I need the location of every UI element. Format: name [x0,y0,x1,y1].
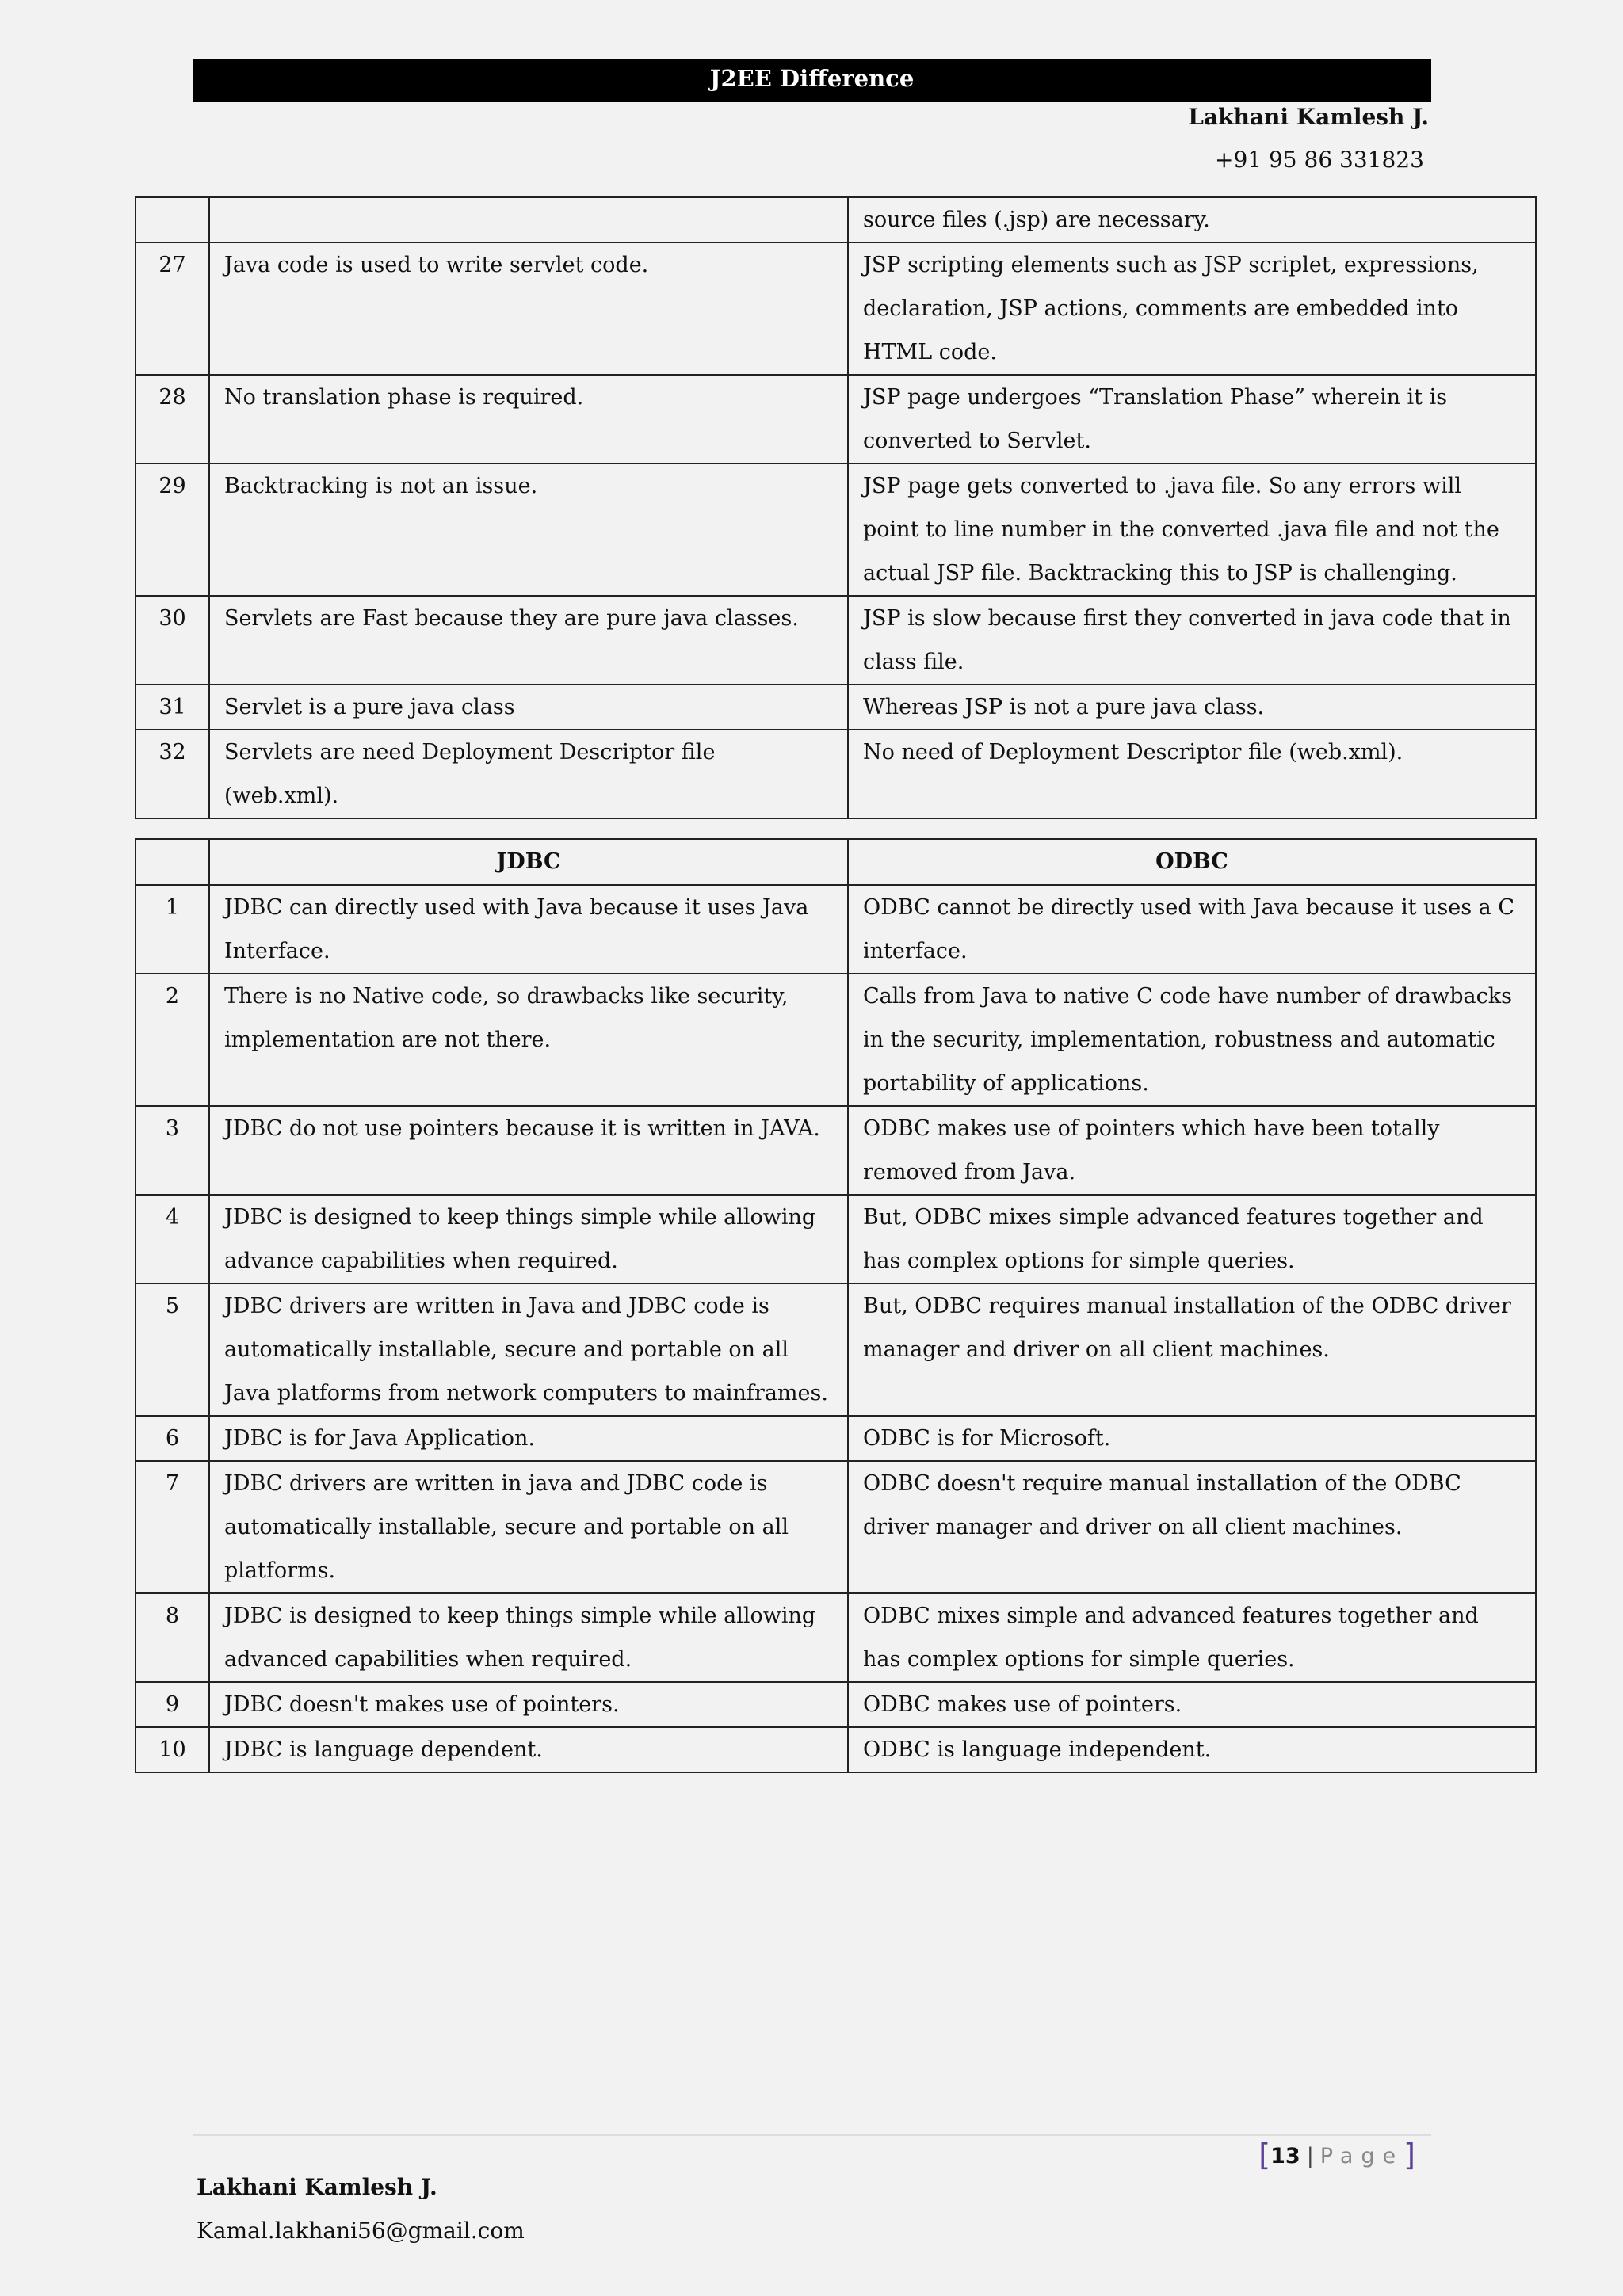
right-bracket-icon: ] [1403,2138,1415,2172]
left-cell: JDBC is for Java Application. [209,1416,848,1461]
table-row [136,1682,1536,1727]
header-cell-jdbc: JDBC [209,839,848,885]
row-number-cell: 10 [136,1727,209,1772]
table-row [136,375,1536,463]
row-number-cell: 32 [136,730,209,818]
row-number-cell: 27 [136,242,209,375]
footer-author-name: Lakhani Kamlesh J. [197,2174,437,2200]
header-cell-odbc: ODBC [848,839,1536,885]
row-number-cell: 31 [136,685,209,730]
page-number-indicator [1258,2139,1415,2172]
left-cell: Servlets are need Deployment Descriptor file (web.xml). [209,730,848,818]
left-cell: There is no Native code, so drawbacks like security, implementation are not there. [209,974,848,1106]
right-cell: JSP scripting elements such as JSP scriplet, expressions, declaration, JSP actions, comments are embedded into HTML code. [848,242,1536,375]
row-number-cell: 7 [136,1461,209,1593]
right-cell: ODBC mixes simple and advanced features together and has complex options for simple queries. [848,1593,1536,1682]
table-row [136,1416,1536,1461]
page-number: 13 [1270,2144,1300,2168]
left-cell: No translation phase is required. [209,375,848,463]
footer-email: Kamal.lakhani56@gmail.com [197,2218,525,2244]
row-number-cell: 8 [136,1593,209,1682]
table-row [136,1461,1536,1593]
left-bracket-icon: [ [1258,2138,1271,2172]
table-row [136,1106,1536,1195]
row-number-cell: 6 [136,1416,209,1461]
row-number-cell: 2 [136,974,209,1106]
left-cell: JDBC is designed to keep things simple while allowing advanced capabilities when required. [209,1593,848,1682]
left-cell: JDBC drivers are written in Java and JDBC code is automatically installable, secure and portable on all Java platforms from network computers to mainframes. [209,1283,848,1416]
left-cell: JDBC doesn't makes use of pointers. [209,1682,848,1727]
table-row [136,1283,1536,1416]
right-cell: No need of Deployment Descriptor file (web.xml). [848,730,1536,818]
table-row [136,685,1536,730]
left-cell: JDBC do not use pointers because it is written in JAVA. [209,1106,848,1195]
left-cell: JDBC is designed to keep things simple while allowing advance capabilities when required. [209,1195,848,1283]
right-cell: ODBC doesn't require manual installation of the ODBC driver manager and driver on all client machines. [848,1461,1536,1593]
left-cell: JDBC drivers are written in java and JDBC code is automatically installable, secure and portable on all platforms. [209,1461,848,1593]
document-title: J2EE Difference [193,59,1431,102]
left-cell: Backtracking is not an issue. [209,463,848,596]
jdbc-odbc-comparison-table [135,838,1537,1773]
row-number-cell: 3 [136,1106,209,1195]
row-number-cell: 30 [136,596,209,685]
left-cell: JDBC can directly used with Java because it uses Java Interface. [209,885,848,974]
right-cell: JSP is slow because first they converted in java code that in class file. [848,596,1536,685]
table-row [136,885,1536,974]
row-number-cell [136,197,209,242]
right-cell: But, ODBC requires manual installation of the ODBC driver manager and driver on all client machines. [848,1283,1536,1416]
table-row [136,974,1536,1106]
row-number-cell: 28 [136,375,209,463]
header-author-phone: +91 95 86 331823 [1215,147,1424,173]
table-row [136,463,1536,596]
row-number-cell: 9 [136,1682,209,1727]
page-label: Page [1319,2144,1404,2168]
right-cell: ODBC is for Microsoft. [848,1416,1536,1461]
left-cell: Servlet is a pure java class [209,685,848,730]
left-cell: Java code is used to write servlet code. [209,242,848,375]
right-cell: source files (.jsp) are necessary. [848,197,1536,242]
table-row [136,242,1536,375]
table-row [136,1195,1536,1283]
table-row [136,596,1536,685]
table-header-row [136,839,1536,885]
row-number-cell: 1 [136,885,209,974]
table-row [136,1593,1536,1682]
right-cell: JSP page undergoes “Translation Phase” wherein it is converted to Servlet. [848,375,1536,463]
left-cell [209,197,848,242]
page-separator: | [1306,2144,1314,2168]
table-row [136,197,1536,242]
left-cell: Servlets are Fast because they are pure java classes. [209,596,848,685]
right-cell: Whereas JSP is not a pure java class. [848,685,1536,730]
header-author-name: Lakhani Kamlesh J. [1188,104,1429,130]
right-cell: ODBC cannot be directly used with Java because it uses a C interface. [848,885,1536,974]
right-cell: ODBC is language independent. [848,1727,1536,1772]
header-cell-number [136,839,209,885]
right-cell: But, ODBC mixes simple advanced features together and has complex options for simple queries. [848,1195,1536,1283]
table-row [136,1727,1536,1772]
left-cell: JDBC is language dependent. [209,1727,848,1772]
row-number-cell: 4 [136,1195,209,1283]
servlet-jsp-comparison-table [135,196,1537,819]
right-cell: ODBC makes use of pointers. [848,1682,1536,1727]
row-number-cell: 29 [136,463,209,596]
row-number-cell: 5 [136,1283,209,1416]
right-cell: Calls from Java to native C code have number of drawbacks in the security, implementation, robustness and automatic portability of applications. [848,974,1536,1106]
table-row [136,730,1536,818]
right-cell: JSP page gets converted to .java file. So any errors will point to line number in the converted .java file and not the actual JSP file. Backtracking this to JSP is challenging. [848,463,1536,596]
right-cell: ODBC makes use of pointers which have been totally removed from Java. [848,1106,1536,1195]
footer-divider [193,2134,1431,2136]
